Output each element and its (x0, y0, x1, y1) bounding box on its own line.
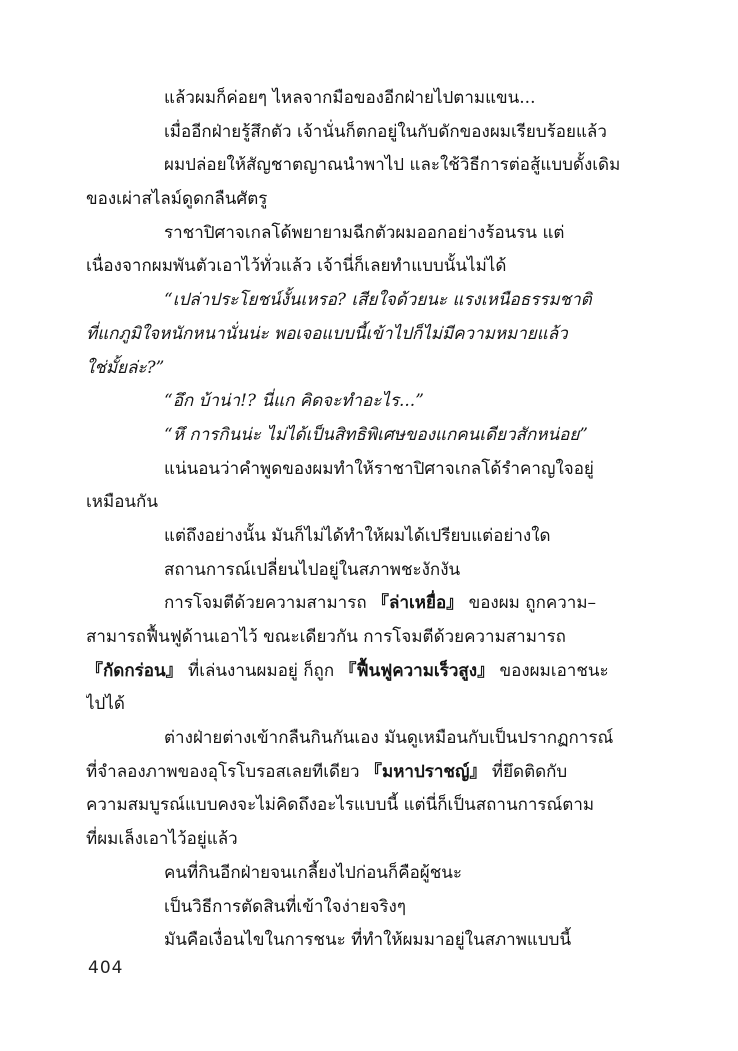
text-line: แล้วผมก็ค่อยๆ ไหลจากมือของอีกฝ่ายไปตามแขน... (164, 88, 536, 108)
skill-name-predator: 『ล่าเหยื่อ』 (372, 593, 464, 614)
text-line: สามารถฟื้นฟูด้านเอาไว้ ขณะเดียวกัน การโจมตีด้วยความสามารถ (86, 627, 566, 647)
paragraph (86, 453, 652, 520)
text-line (86, 655, 652, 689)
paragraph (86, 284, 652, 385)
paragraph-tail (86, 857, 652, 958)
text-run: ที่จำลองภาพของอุโรโบรอสเลยทีเดียว (86, 761, 365, 782)
paragraph (86, 385, 652, 419)
text-line: ผมปล่อยให้สัญชาตญาณนำพาไป และใช้วิธีการต่อสู้แบบดั้งเดิม (164, 155, 621, 176)
text-run: ของผมเอาชนะ (494, 660, 609, 681)
text-line (86, 587, 652, 621)
skill-name-corrode: 『กัดกร่อน』 (86, 660, 183, 681)
text-line: ใช่มั้ยล่ะ?” (86, 357, 165, 378)
text-line (86, 756, 652, 790)
paragraph (86, 520, 652, 554)
text-line: เมื่ออีกฝ่ายรู้สึกตัว เจ้านั่นก็ตกอยู่ในกับดักของผมเรียบร้อยแล้ว (164, 121, 607, 142)
skill-name-great-sage: 『มหาปราชญ์』 (365, 761, 487, 782)
skill-name-high-speed-regen: 『ฟื้นฟูความเร็วสูง』 (339, 660, 495, 681)
paragraph (86, 419, 652, 453)
text-line: “หึ การกินน่ะ ไม่ได้เป็นสิทธิพิเศษของแกคนเดียวสักหน่อย” (164, 424, 588, 445)
page-body (86, 82, 652, 958)
text-run: ที่ยึดติดกับ (486, 761, 568, 782)
text-line: แน่นอนว่าคำพูดของผมทำให้ราชาปิศาจเกลโด้รำคาญใจอยู่ (164, 458, 594, 479)
paragraph-list (86, 82, 652, 587)
text-line: มันคือเงื่อนไขในการชนะ ที่ทำให้ผมมาอยู่ในสภาพแบบนี้ (164, 930, 572, 951)
paragraph-skills-clash (86, 587, 652, 722)
paragraph (86, 217, 652, 284)
text-line: แต่ถึงอย่างนั้น มันก็ไม่ได้ทำให้ผมได้เปรียบแต่อย่างใด (164, 525, 551, 546)
paragraph (86, 116, 652, 150)
text-run: ที่เล่นงานผมอยู่ ก็ถูก (182, 660, 340, 681)
text-line: ไปได้ (86, 694, 125, 715)
text-line: สถานการณ์เปลี่ยนไปอยู่ในสภาพชะงักงัน (164, 559, 461, 580)
paragraph (86, 149, 652, 216)
paragraph (86, 554, 652, 588)
text-line: เนื่องจากผมพันตัวเอาไว้ทั่วแล้ว เจ้านี่ก็เลยทำแบบนั้นไม่ได้ (86, 256, 507, 277)
text-run: ของผม ถูกความ– (463, 593, 597, 614)
text-line: ที่ผมเล็งเอาไว้อยู่แล้ว (86, 829, 238, 850)
paragraph-ouroboros (86, 722, 652, 857)
text-line: “อึก บ้าน่า!? นี่แก คิดจะทำอะไร...” (164, 391, 424, 412)
text-line: ความสมบูรณ์แบบคงจะไม่คิดถึงอะไรแบบนี้ แต่นี่ก็เป็นสถานการณ์ตาม (86, 795, 595, 816)
text-line: ราชาปิศาจเกลโด้พยายามฉีกตัวผมออกอย่างร้อนรน แต่ (164, 222, 565, 243)
text-line: ที่แกภูมิใจหนักหนานั่นน่ะ พอเจอแบบนี้เข้าไปก็ไม่มีความหมายแล้ว (86, 323, 568, 344)
text-line: เป็นวิธีการตัดสินที่เข้าใจง่ายจริงๆ (164, 896, 406, 917)
text-line: เหมือนกัน (86, 492, 158, 513)
page-number: 404 (88, 958, 124, 978)
text-line: ของเผ่าสไลม์ดูดกลืนศัตรู (86, 189, 268, 210)
text-line: “เปล่าประโยชน์งั้นเหรอ? เสียใจด้วยนะ แรงเหนือธรรมชาติ (164, 290, 592, 311)
text-line: คนที่กินอีกฝ่ายจนเกลี้ยงไปก่อนก็คือผู้ชนะ (164, 862, 463, 883)
text-line: ต่างฝ่ายต่างเข้ากลืนกินกันเอง มันดูเหมือนกับเป็นปรากฏการณ์ (164, 728, 614, 749)
text-run: การโจมตีด้วยความสามารถ (164, 593, 373, 614)
paragraph (86, 82, 652, 116)
